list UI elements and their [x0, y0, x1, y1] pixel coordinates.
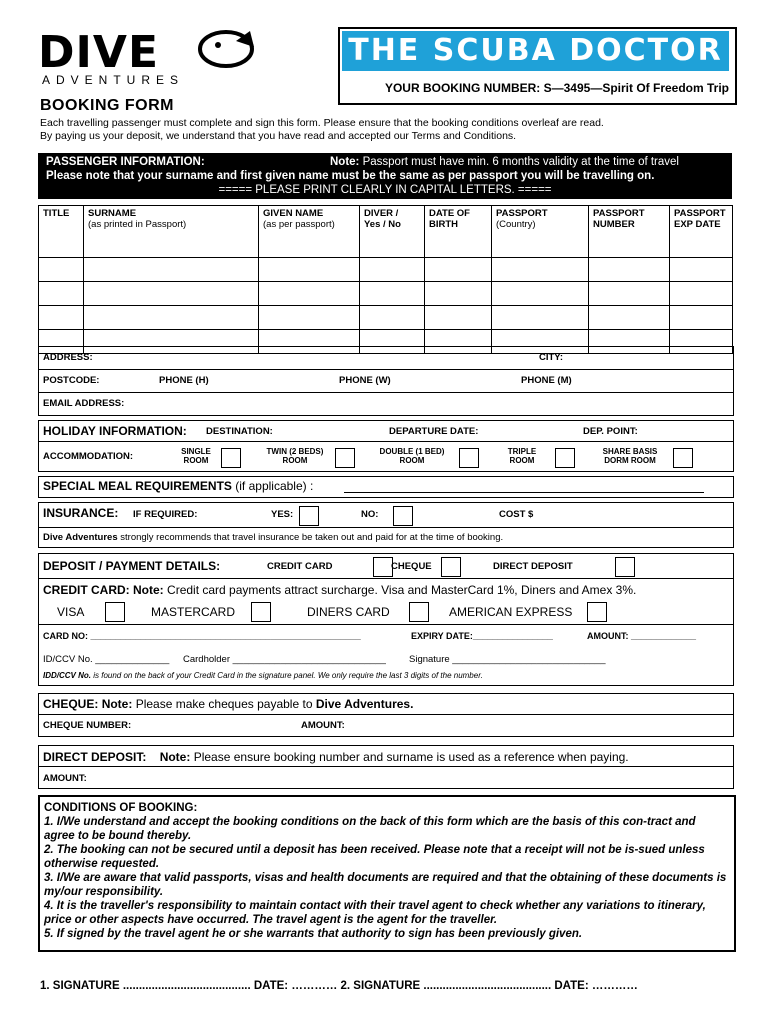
condition-item: 2. The booking can not be secured until a deposit has been received. Please note that a receipt will not be is-sued unless otherwise requested.	[44, 844, 705, 870]
scuba-doctor-logo: THE SCUBA DOCTOR	[342, 31, 729, 71]
insurance-box	[38, 502, 734, 548]
dive-adventures-logo	[38, 25, 260, 87]
condition-item: 1. I/We understand and accept the booking conditions on the back of this form which are the basis of this con-tract and agree to be bound thereby.	[44, 816, 696, 842]
direct-deposit-option-checkbox[interactable]	[615, 557, 635, 577]
visa-label: VISA	[57, 605, 85, 619]
passport-note	[330, 156, 679, 168]
expiry-field[interactable]: EXPIRY DATE:________________	[411, 631, 553, 641]
conditions-heading: CONDITIONS OF BOOKING:	[44, 802, 198, 814]
share-basis-checkbox[interactable]	[673, 448, 693, 468]
logo-adventures-text: ADVENTURES	[42, 73, 185, 87]
double-room-label: DOUBLE (1 BED) ROOM	[379, 447, 445, 465]
address-label: ADDRESS:	[43, 352, 93, 363]
col-diver: DIVER / Yes / No	[360, 206, 425, 258]
passenger-table	[38, 205, 733, 354]
col-passport-exp: PASSPORT EXP DATE	[670, 206, 733, 258]
triple-room-label: TRIPLE ROOM	[507, 447, 537, 465]
col-given-name: GIVEN NAME (as per passport)	[259, 206, 360, 258]
print-clearly: ===== PLEASE PRINT CLEARLY IN CAPITAL LETTERS. =====	[218, 184, 552, 196]
col-dob: DATE OF BIRTH	[425, 206, 492, 258]
table-row[interactable]	[39, 282, 733, 306]
insurance-heading: INSURANCE:	[43, 506, 119, 520]
insurance-yes-checkbox[interactable]	[299, 506, 319, 526]
form-title: BOOKING FORM	[40, 97, 174, 114]
departure-label: DEPARTURE DATE:	[389, 426, 479, 437]
phone-m-label: PHONE (M)	[521, 375, 572, 386]
triple-room-checkbox[interactable]	[555, 448, 575, 468]
holiday-box	[38, 420, 734, 472]
city-label: CITY:	[539, 352, 564, 363]
cheque-amount-label: AMOUNT:	[301, 720, 345, 731]
contact-box	[38, 346, 734, 416]
col-passport-number: PASSPORT NUMBER	[589, 206, 670, 258]
amex-label: AMERICAN EXPRESS	[449, 605, 573, 619]
single-room-checkbox[interactable]	[221, 448, 241, 468]
single-room-label: SINGLE ROOM	[181, 447, 211, 465]
meal-label: SPECIAL MEAL REQUIREMENTS (if applicable) :	[43, 479, 314, 493]
condition-item: 5. If signed by the travel agent he or she warrants that authority to sign has been previously given.	[44, 928, 583, 940]
cheque-box	[38, 693, 734, 737]
twin-room-label: TWIN (2 BEDS) ROOM	[266, 447, 324, 465]
note-text: Passport must have min. 6 months validity at the time of travel	[362, 156, 679, 168]
payment-heading: DEPOSIT / PAYMENT DETAILS:	[43, 559, 221, 573]
cheque-number-label: CHEQUE NUMBER:	[43, 720, 132, 731]
fish-icon	[196, 27, 258, 71]
credit-card-note: CREDIT CARD: Note: Credit card payments attract surcharge. Visa and MasterCard 1%, Diners and Amex 3%.	[43, 583, 637, 597]
conditions-content	[44, 801, 728, 941]
phone-w-label: PHONE (W)	[339, 375, 391, 386]
payment-box	[38, 553, 734, 579]
cheque-option-checkbox[interactable]	[441, 557, 461, 577]
passenger-header-row	[39, 206, 733, 258]
condition-item: 3. I/We are aware that valid passports, visas and health documents are required and that the obtaining of these documents is my/our responsibility.	[44, 872, 727, 898]
amex-checkbox[interactable]	[587, 602, 607, 622]
passenger-heading: PASSENGER INFORMATION:	[46, 156, 205, 168]
insurance-yes-label: YES:	[271, 509, 294, 520]
table-row[interactable]	[39, 306, 733, 330]
direct-deposit-box	[38, 745, 734, 789]
table-row[interactable]	[39, 258, 733, 282]
scuba-doctor-logo-box	[338, 27, 737, 105]
twin-room-checkbox[interactable]	[335, 448, 355, 468]
if-required-label: IF REQUIRED:	[133, 509, 198, 520]
mastercard-checkbox[interactable]	[251, 602, 271, 622]
cheque-option-label: CHEQUE	[391, 561, 432, 572]
note-label: Note:	[330, 156, 360, 168]
passenger-warning: Please note that your surname and first given name must be the same as per passport you will be travelling on.	[46, 170, 655, 182]
phone-h-label: PHONE (H)	[159, 375, 209, 386]
direct-deposit-option-label: DIRECT DEPOSIT	[493, 561, 573, 572]
diners-label: DINERS CARD	[307, 605, 390, 619]
signature-line[interactable]: 1. SIGNATURE ........................................ DATE: ………… 2. SIGNATURE ........................................ DATE: …………	[40, 980, 638, 992]
col-surname: SURNAME (as printed in Passport)	[84, 206, 259, 258]
credit-card-box	[38, 578, 734, 686]
dep-point-label: DEP. POINT:	[583, 426, 638, 437]
email-label: EMAIL ADDRESS:	[43, 398, 125, 409]
cheque-note: CHEQUE: Note: Please make cheques payable to Dive Adventures.	[43, 697, 414, 711]
credit-card-option-checkbox[interactable]	[373, 557, 393, 577]
booking-number: YOUR BOOKING NUMBER: S—3495—Spirit Of Freedom Trip	[384, 81, 729, 95]
conditions-box	[38, 795, 736, 952]
cardholder-field[interactable]: Cardholder _____________________________	[183, 654, 386, 665]
intro-line-2: By paying us your deposit, we understand that you have read and accepted our Terms and Conditions.	[40, 130, 517, 142]
insurance-no-checkbox[interactable]	[393, 506, 413, 526]
col-passport-country: PASSPORT (Country)	[492, 206, 589, 258]
idccv-field[interactable]: ID/CCV No. ______________	[43, 654, 170, 665]
credit-card-option-label: CREDIT CARD	[267, 561, 333, 572]
direct-deposit-note: DIRECT DEPOSIT: Note: Please ensure booking number and surname is used as a reference when paying.	[43, 750, 629, 764]
cost-label: COST $	[499, 509, 534, 520]
share-basis-label: SHARE BASIS DORM ROOM	[602, 447, 658, 465]
card-signature-field[interactable]: Signature _____________________________	[409, 654, 606, 665]
intro-line-1: Each travelling passenger must complete and sign this form. Please ensure that the booking conditions overleaf are read.	[40, 117, 604, 129]
postcode-label: POSTCODE:	[43, 375, 100, 386]
insurance-no-label: NO:	[361, 509, 379, 520]
mastercard-label: MASTERCARD	[151, 605, 236, 619]
accommodation-label: ACCOMMODATION:	[43, 451, 134, 462]
meal-box	[38, 476, 734, 498]
visa-checkbox[interactable]	[105, 602, 125, 622]
logo-dive-text: DIVE	[38, 27, 160, 78]
col-title: TITLE	[39, 206, 84, 258]
passenger-header	[38, 153, 732, 199]
intro-text	[40, 117, 740, 143]
amount-field[interactable]: AMOUNT: _____________	[587, 631, 697, 641]
direct-deposit-amount-label: AMOUNT:	[43, 773, 87, 784]
card-number-field[interactable]: CARD NO: ______________________________________________________	[43, 631, 361, 641]
destination-label: DESTINATION:	[206, 426, 273, 437]
holiday-heading: HOLIDAY INFORMATION:	[43, 424, 187, 438]
meal-input-line[interactable]	[344, 492, 704, 493]
double-room-checkbox[interactable]	[459, 448, 479, 468]
idccv-note: IDD/CCV No. is found on the back of your Credit Card in the signature panel. We only require the last 3 digits of the number.	[43, 671, 483, 680]
condition-item: 4. It is the traveller's responsibility to maintain contact with their travel agent to check whether any variations to itinerary, price or other aspects have occurred. The travel agent is the agent for the traveller.	[44, 900, 706, 926]
diners-checkbox[interactable]	[409, 602, 429, 622]
insurance-note: Dive Adventures strongly recommends that travel insurance be taken out and paid for at the time of booking.	[43, 532, 504, 543]
